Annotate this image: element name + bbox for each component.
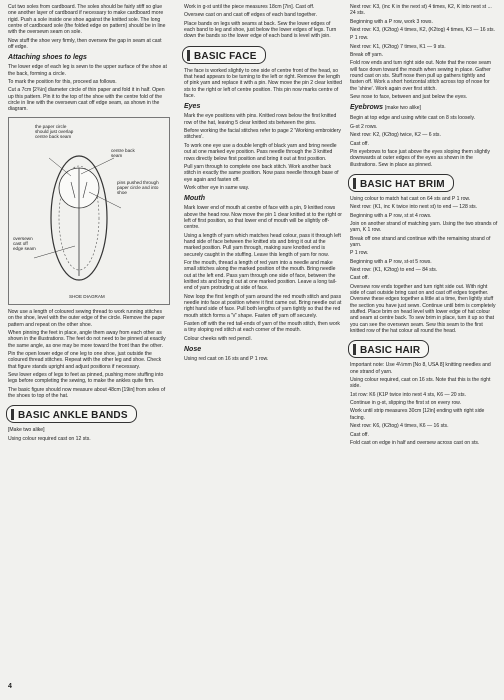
subheading-eyes: Eyes — [184, 103, 201, 111]
subheading-eyebrows — [350, 103, 498, 113]
paragraph: Beginning with a P row, work 3 rows. — [350, 18, 433, 25]
paragraph: Mark lower end of mouth at centre of face with a pin, 9 knitted rows above the head row. Now move the pin 1 clear knitted st to the right or left of first position, so that lower end of mouth will be slightly off-centre. — [184, 205, 342, 231]
eyebrows-make-note: [make two alike] — [385, 105, 421, 112]
paragraph: Pull yarn through to complete one back stitch. Work another back stitch in exactly the same position. Now pass needle through base of eye again and fasten off. — [184, 163, 339, 183]
paragraph: Break off yarn. — [350, 52, 384, 59]
diagram-caption: SHOE DIAGRAM — [69, 293, 105, 299]
paragraph: When pinning the feet in place, angle them away from each other as shown in the illustrations. The feet do not need to be pinned at exactly the same angle, as one may be more toward the front than the other. — [8, 329, 166, 349]
column-left — [8, 4, 168, 444]
diagram-label-paper-circle: the paper circle should just overlap centre back seam — [35, 123, 74, 140]
heading-basic-ankle-bands: BASIC ANKLE BANDS — [6, 405, 137, 423]
paragraph: Next row: K3, (K2tog) 4 times, K2, (K2tog) 4 times, K3 — 16 sts. — [350, 27, 495, 34]
paragraph: Continue in g-st, slipping the first st on every row. — [350, 400, 461, 407]
paragraph: Next row: (K1, K2tog) to end — 84 sts. — [350, 266, 438, 273]
paragraph: Using colour to match hat cast on 64 sts and P 1 row. — [350, 195, 471, 202]
heading-basic-hair: BASIC HAIR — [348, 340, 429, 358]
paragraph: Work until strip measures 30cm [12in] ending with right side facing. — [350, 408, 485, 421]
paragraph: Cast off. — [350, 275, 369, 282]
paragraph: Next row: K2, (K2tog) twice, K2 — 6 sts. — [350, 132, 441, 139]
paragraph: [Make two alike] — [8, 427, 45, 434]
paragraph: To work one eye use a double length of black yarn and bring needle out at one marked eye position. Pass needle through the 3 knitted rows directly below first position and bring it out at first position. — [184, 142, 337, 162]
paragraph: Work in g-st until the piece measures 18cm [7in]. Cast off. — [184, 4, 315, 10]
paragraph: Beginning with a P row, st st 4 rows. — [350, 212, 432, 219]
subheading-nose: Nose — [184, 346, 202, 354]
paragraph: To mark the position for this, proceed as follows. — [8, 79, 117, 86]
paragraph: Begin at top edge and using white cast on 8 sts loosely. — [350, 115, 476, 122]
column-middle — [184, 4, 342, 364]
paragraph: Using colour required cast on 12 sts. — [8, 435, 91, 442]
paragraph: Now stuff the shoe very firmly, then oversew the gap in seam at cast off edge. — [8, 37, 162, 51]
paragraph: Cut a 7cm [2¾in] diameter circle of thin paper and fold it in half. Open up this pattern. Pin it to the top of the shoe with the centre fold of the circle in line with the oversewn cast off edge seam, as shown in the diagram. — [8, 87, 165, 113]
paragraph: Fold row ends and turn right side out. Note that the nose seam will face down toward the mouth when sewing in place. Gather round cast on sts. Stuff nose then pull up gathers tightly and fasten off. Work a short horizontal stitch across top of nose for the 'shine'. Work again over first stitch. — [350, 60, 492, 92]
paragraph: Place bands on legs with seams at back. Sew the lower edges of each band to leg and shoe, just below the lower edges of legs. Turn down the bands so the lower edge of each band is level with join. — [184, 20, 337, 40]
heading-basic-hat-brim: BASIC HAT BRIM — [348, 174, 454, 192]
column-right — [350, 4, 498, 448]
diagram-label-pins: pins pushed through paper circle and into shoe — [117, 179, 159, 196]
paragraph: The face is worked slightly to one side of centre front of the head, so that head appears to be turning to the left or right. Remove the length of pink yarn and replace it with a pin. Now move the pin 2 clear knitted sts to the right or left of centre position. This pin now marks centre of face. — [184, 67, 342, 100]
paragraph: Using a length of yarn which matches head colour, pass it through left hand side of face between the knitted sts and bring it out at the marked position. Pull yarn through, making sure knotted end is securely caught in the stuffing. Leave this length of yarn for now. — [184, 232, 341, 258]
shoe-diagram — [8, 117, 170, 305]
paragraph: P 1 row. — [350, 250, 369, 257]
paragraph: Using colour required, cast on 16 sts. Note that this is the right side. — [350, 377, 491, 390]
paragraph: Using red cast on 16 sts and P 1 row. — [184, 356, 269, 363]
subheading-mouth: Mouth — [184, 195, 205, 203]
paragraph: Oversew cast on and cast off edges of each band together. — [184, 12, 317, 19]
paragraph: The basic figure should now measure about 48cm [19in] from soles of the shoes to top of the hat. — [8, 386, 166, 399]
paragraph: Cast off. — [350, 431, 369, 438]
paragraph: Pin the open lower edge of one leg to one shoe, just outside the coloured thread stitches. Repeat with the other leg and shoe. Check that figure stands upright and adjust positions if necessary. — [8, 350, 162, 370]
heading-basic-face: BASIC FACE — [182, 46, 266, 64]
paragraph: Fasten off with the red tail-ends of yarn of the mouth stitch, then work a tiny sloping red stitch at each corner of the mouth. — [184, 321, 340, 334]
paragraph: Before working the facial stitches refer to page 2 'Working embroidery stitches'. — [184, 128, 341, 141]
paragraph: Sew lower edges of legs to feet as pinned, pushing more stuffing into legs before completing the sewing, to make the ankles quite firm. — [8, 371, 164, 385]
paragraph: Now loop the first length of yarn around the red mouth stitch and pass needle into face at position where it first came out. Bring needle out at right hand side of face. Pull both lengths of yarn tightly so that the red mouth stitch forms a 'V' shape. Fasten off yarn off securely. — [184, 293, 342, 319]
paragraph: Important note: Use 4½mm [No 8, USA 8] knitting needles and one strand of yarn. — [350, 362, 491, 375]
paragraph: Sew nose to face, between and just below the eyes. — [350, 94, 468, 101]
paragraph: Beginning with a P row, st-st 5 rows. — [350, 258, 432, 265]
eyebrows-title: Eyebrows — [350, 104, 384, 112]
paragraph: G-st 2 rows. — [350, 123, 378, 130]
paragraph: Cut two soles from cardboard. The soles should be fairly stiff so glue one another layer of cardboard if necessary to make cardboard more rigid. Push a sole inside one shoe against the knitted sole. The long centre of cardboard sole (the folded edge on pattern) should be in line with the oversewn seam on sole. — [8, 4, 166, 36]
paragraph: Next row: K3, (inc K in the next st) 4 times, K2, K into next st ... 24 sts. — [350, 4, 492, 17]
paragraph: Oversew row ends together and turn right side out. With right side of cast outside bring cast on and cast off edges together. Oversew these edges together a little at a time, then lightly stuff the section you have just sewn. Continue until brim is completely stuffed. Place brim on head level with lower edge of hat colour and seam at centre back. To sew brim in place, turn it up so that you can see the oversewn seam. Sew this seam to the first knitted row of the hat colour all round the head. — [350, 283, 496, 335]
paragraph: Next row: K6, (K2tog) 4 times, K6 — 16 sts. — [350, 423, 449, 430]
paragraph: Next row: K1, (K2tog) 7 times, K1 — 9 sts. — [350, 43, 446, 50]
paragraph: Mark the eye positions with pins. Knitted rows below the first knitted row of the hat, leaving 5 clear knitted sts between the pins. — [184, 113, 337, 126]
paragraph: 1st row: K6 (K1P twice into next 4 sts, K6 — 20 sts. — [350, 391, 466, 398]
paragraph: The lower edge of each leg is sewn to the upper surface of the shoe at the back, forming a circle. — [8, 64, 167, 77]
subheading-attaching-shoes: Attaching shoes to legs — [8, 54, 87, 62]
paragraph: Fold cast on edge in half and oversew across cast on sts. — [350, 439, 480, 446]
diagram-label-oversewn: oversewn cast off edge seam — [13, 235, 36, 252]
paragraph: Next row: (K1, inc K twice into next st) to end — 128 sts. — [350, 204, 478, 211]
diagram-label-centre-back: centre back seam — [111, 147, 135, 159]
paragraph: Pin eyebrows to face just above the eyes sloping them slightly downwards at outer edges of the eyes as shown in the illustrations. Sew in place as pinned. — [350, 148, 490, 168]
paragraph: Work other eye in same way. — [184, 184, 250, 191]
paragraph: P 1 row. — [350, 35, 369, 42]
paragraph: Colour cheeks with red pencil. — [184, 335, 252, 342]
page-number: 4 — [8, 683, 12, 690]
paragraph: Break off one strand and continue with the remaining strand of yarn. — [350, 235, 491, 248]
paragraph: Join on another strand of matching yarn. Using the two strands of yarn, K 1 row. — [350, 220, 498, 234]
shoe-diagram-drawing — [9, 118, 169, 304]
paragraph: Cast off. — [350, 140, 369, 147]
paragraph: For the mouth, thread a length of red yarn into a needle and make small stitches along the marked position of the mouth. Bring needle out at the left end. Pass yarn through one side of face, between the knitted sts and bring it out at one marked position. Leave a long tail-end of yarn protruding at side of face. — [184, 259, 337, 292]
paragraph: Now use a length of coloured sewing thread to work running stitches on the shoe, level with the outer edge of the circle. Remove the paper pattern and repeat on the other shoe. — [8, 308, 165, 328]
